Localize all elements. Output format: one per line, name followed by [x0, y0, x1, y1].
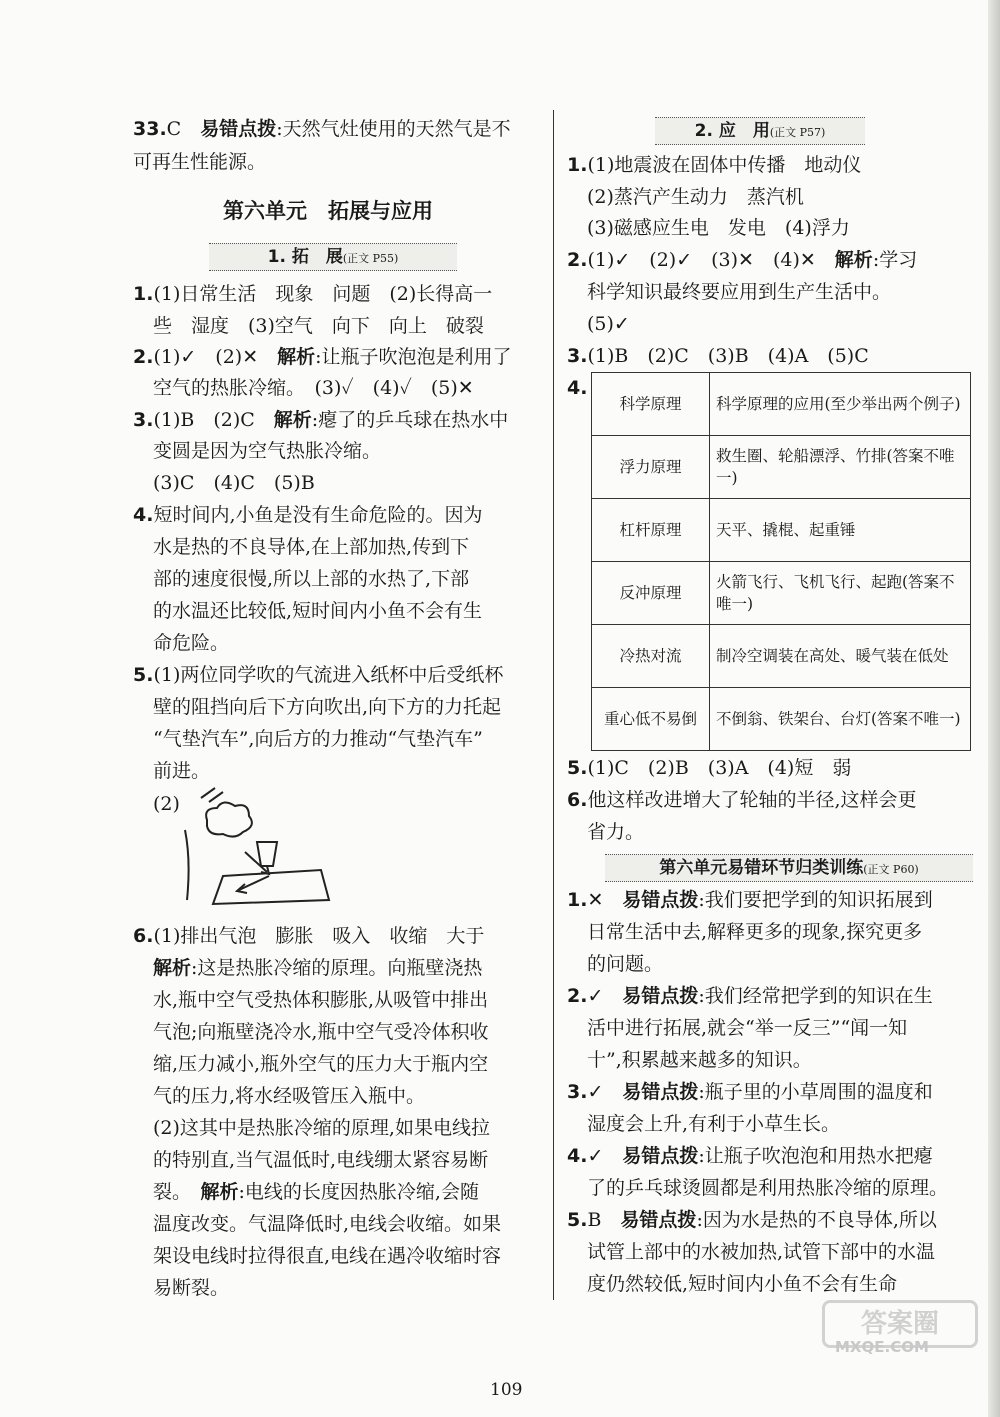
e2-line-2: 活中进行拓展,就会“举一反三”“闻一知 [587, 1017, 908, 1039]
r-q2-line-1 [567, 248, 917, 272]
q2-line-2: 空气的热胀冷缩。 (3)✓ (4)✓ (5)✕ [153, 377, 474, 399]
q4-line-2: 水是热的不良导体,在上部加热,传到下 [153, 536, 470, 558]
text: :我们经常把学到的知识在生 [698, 985, 933, 1007]
r-q3-line-1 [567, 344, 869, 368]
q6-line-6: 气的压力,将水经吸管压入瓶中。 [153, 1085, 426, 1107]
q1-line-2: 些 湿度 (3)空气 向下 向上 破裂 [153, 315, 484, 337]
page-edge [988, 0, 1000, 1417]
q-number: 4. [567, 377, 588, 399]
text: :因为水是热的不良导体,所以 [696, 1209, 937, 1231]
r-q4-number [567, 376, 587, 400]
text: :让瓶子吹泡泡是利用了 [315, 346, 512, 368]
q-number: 5. [567, 757, 588, 779]
q3-line-2: 变圆是因为空气热胀冷缩。 [153, 440, 382, 462]
q4-line-1 [133, 503, 483, 527]
text: :瘪了的乒乓球在热水中 [311, 409, 509, 431]
answer: B [587, 1209, 621, 1231]
q6-line-12: 易断裂。 [153, 1277, 230, 1299]
text: (1)地震波在固体中传播 地动仪 [587, 154, 862, 176]
e5-line-3: 度仍然较低,短时间内小鱼不会有生命 [587, 1273, 898, 1295]
q3-line-3: (3)C (4)C (5)B [153, 472, 315, 494]
text: 短时间内,小鱼是没有生命危险的。因为 [153, 504, 483, 526]
watermark-logo: 答案圈 [822, 1300, 978, 1348]
q1-line-1 [133, 282, 492, 306]
watermark-text: MXQE.COM [835, 1338, 929, 1356]
section-ref: (正文 P60) [863, 863, 919, 876]
q-number: 5. [133, 664, 154, 686]
answer: ✓ [587, 985, 623, 1007]
answer: ✕ [587, 889, 623, 911]
q-number: 1. [567, 889, 588, 911]
section-ref: (正文 P55) [342, 252, 399, 265]
text: (1)两位同学吹的气流进入纸杯中后受纸杯 [153, 664, 504, 686]
q6-line-11: 架设电线时拉得很直,电线在遇冷收缩时容 [153, 1245, 502, 1267]
text: (1)B (2)C (3)B (4)A (5)C [587, 345, 869, 367]
table-cell: 天平、撬棍、起重锤 [710, 499, 971, 562]
q-number: 5. [567, 1209, 588, 1231]
section-title: 1. 拓 展 [267, 247, 343, 267]
table-cell: 火箭飞行、飞机飞行、起跑(答案不唯一) [710, 562, 971, 625]
analysis-label: 解析 [200, 1181, 239, 1203]
q-number: 33. [133, 118, 167, 140]
e5-line-2: 试管上部中的水被加热,试管下部中的水温 [587, 1241, 936, 1263]
text: :学习 [872, 249, 918, 271]
table-cell: 科学原理的应用(至少举出两个例子) [710, 373, 971, 436]
tip-label: 易错点拨 [622, 1145, 699, 1167]
q6-line-3: 水,瓶中空气受热体积膨胀,从吸管中排出 [153, 989, 489, 1011]
text: (1)✓ (2)✕ [153, 346, 278, 368]
text: :电线的长度因热胀冷缩,会随 [238, 1181, 479, 1203]
tip-label: 易错点拨 [622, 1081, 699, 1103]
answer: C [166, 118, 201, 140]
r-q1-line-3: (3)磁感应生电 发电 (4)浮力 [587, 217, 850, 239]
q6-line-4: 气泡;向瓶壁浇冷水,瓶中空气受冷体积收 [153, 1021, 489, 1043]
q6-line-5: 缩,压力减小,瓶外空气的压力大于瓶内空 [153, 1053, 489, 1075]
q-number: 1. [567, 154, 588, 176]
blow-line [201, 788, 223, 802]
q33-line-1 [133, 117, 511, 141]
table-cell: 科学原理 [592, 373, 710, 436]
text: (1)C (2)B (3)A (4)短 弱 [587, 757, 852, 779]
q6-line-2 [153, 956, 482, 980]
q6-line-7: (2)这其中是热胀冷缩的原理,如果电线拉 [153, 1117, 490, 1139]
q6-line-8: 的特别直,当气温低时,电线绷太紧容易断 [153, 1149, 489, 1171]
tip-label: 易错点拨 [620, 1209, 697, 1231]
page-number: 109 [490, 1380, 523, 1400]
analysis-label: 解析 [273, 409, 312, 431]
e2-line-1 [567, 984, 933, 1008]
r-q2-line-2: 科学知识最终要应用到生产生活中。 [587, 281, 892, 303]
column-divider [553, 110, 554, 1300]
e4-line-2: 了的乒乓球烫圆都是利用热胀冷缩的原理。 [587, 1177, 949, 1199]
q33-line-2: 可再生性能源。 [133, 151, 267, 173]
q4-line-3: 部的速度很慢,所以上部的水热了,下部 [153, 568, 470, 590]
q-number: 2. [133, 346, 154, 368]
q5-line-5: (2) [153, 793, 180, 815]
q5-line-3: “气垫汽车”,向后方的力推动“气垫汽车” [153, 728, 483, 750]
q6-line-1 [133, 924, 484, 948]
section-header-errors [605, 854, 973, 882]
e1-line-2: 日常生活中去,解释更多的现象,探究更多 [587, 921, 923, 943]
q6-line-9 [153, 1180, 479, 1204]
air-cloud [206, 802, 252, 836]
section-header-expand [209, 243, 457, 271]
table-row [592, 625, 971, 688]
e3-line-2: 湿度会上升,有利于小草生长。 [587, 1113, 841, 1135]
r-q6-line-1 [567, 788, 917, 812]
tip-label: 易错点拨 [622, 889, 699, 911]
analysis-label: 解析 [153, 957, 192, 979]
r-q2-line-3: (5)✓ [587, 313, 630, 335]
text: 他这样改进增大了轮轴的半径,这样会更 [587, 789, 917, 811]
q4-line-4: 的水温还比较低,短时间内小鱼不会有生 [153, 600, 483, 622]
paper-cup [257, 842, 277, 866]
text: (1)B (2)C [153, 409, 274, 431]
q-number: 4. [567, 1145, 588, 1167]
q3-line-1 [133, 408, 508, 432]
r-q1-line-1 [567, 153, 861, 177]
q2-line-1 [133, 345, 512, 369]
q6-line-10: 温度改变。气温降低时,电线会收缩。如果 [153, 1213, 502, 1235]
text: (1)排出气泡 膨胀 吸入 收缩 大于 [153, 925, 485, 947]
table-row [592, 562, 971, 625]
e3-line-1 [567, 1080, 933, 1104]
text: :我们要把学到的知识拓展到 [698, 889, 933, 911]
table-cell: 重心低不易倒 [592, 688, 710, 751]
q5-line-2: 壁的阻挡向后下方向吹出,向下方的力托起 [153, 696, 502, 718]
e2-line-3: 十”,积累越来越多的知识。 [587, 1049, 812, 1071]
q-number: 4. [133, 504, 154, 526]
q-number: 3. [567, 1081, 588, 1103]
e4-line-1 [567, 1144, 933, 1168]
q-number: 3. [567, 345, 588, 367]
q5-line-1 [133, 663, 503, 687]
table-row [592, 373, 971, 436]
q-number: 2. [567, 249, 588, 271]
text: (1)✓ (2)✓ (3)✕ (4)✕ [587, 249, 835, 271]
arrow-down-shaft [245, 852, 267, 872]
q-number: 1. [133, 283, 154, 305]
table-cell: 杠杆原理 [592, 499, 710, 562]
air-cushion-car-diagram [173, 780, 333, 910]
q-number: 6. [567, 789, 588, 811]
table-cell: 浮力原理 [592, 436, 710, 499]
e5-line-1 [567, 1208, 937, 1232]
analysis-label: 解析 [834, 249, 873, 271]
tip-label: 易错点拨 [200, 118, 277, 140]
table-cell: 不倒翁、铁架台、台灯(答案不唯一) [710, 688, 971, 751]
table-row [592, 436, 971, 499]
table-cell: 救生圈、轮船漂浮、竹排(答案不唯一) [710, 436, 971, 499]
answer: ✓ [587, 1081, 623, 1103]
r-q6-line-2: 省力。 [587, 821, 645, 843]
q4-line-5: 命危险。 [153, 632, 230, 654]
car-base [213, 870, 329, 904]
text: :这是热胀冷缩的原理。向瓶壁浇热 [191, 957, 483, 979]
q-number: 6. [133, 925, 154, 947]
unit-title: 第六单元 拓展与应用 [223, 199, 433, 223]
text: :天然气灶使用的天然气是不 [276, 118, 511, 140]
text: :瓶子里的小草周围的温度和 [698, 1081, 933, 1103]
text: :让瓶子吹泡泡和用热水把瘪 [698, 1145, 933, 1167]
r-q5-line-1 [567, 756, 851, 780]
q5-line-4: 前进。 [153, 760, 211, 782]
analysis-label: 解析 [277, 346, 316, 368]
section-title: 2. 应 用 [694, 121, 770, 141]
section-header-apply [655, 117, 865, 145]
r-q1-line-2: (2)蒸汽产生动力 蒸汽机 [587, 186, 804, 208]
tip-label: 易错点拨 [622, 985, 699, 1007]
science-principles-table [591, 372, 971, 751]
text: 裂。 [153, 1181, 201, 1203]
q-number: 3. [133, 409, 154, 431]
answer: ✓ [587, 1145, 623, 1167]
arrow-back-shaft [239, 876, 269, 890]
section-ref: (正文 P57) [769, 126, 826, 139]
person-outline [185, 830, 189, 900]
e1-line-3: 的问题。 [587, 953, 664, 975]
table-row [592, 688, 971, 751]
q-number: 2. [567, 985, 588, 1007]
table-cell: 冷热对流 [592, 625, 710, 688]
section-title: 第六单元易错环节归类训练 [659, 858, 864, 878]
text: (1)日常生活 现象 问题 (2)长得高一 [153, 283, 493, 305]
table-row [592, 499, 971, 562]
e1-line-1 [567, 888, 933, 912]
table-cell: 反冲原理 [592, 562, 710, 625]
table-cell: 制冷空调装在高处、暖气装在低处 [710, 625, 971, 688]
